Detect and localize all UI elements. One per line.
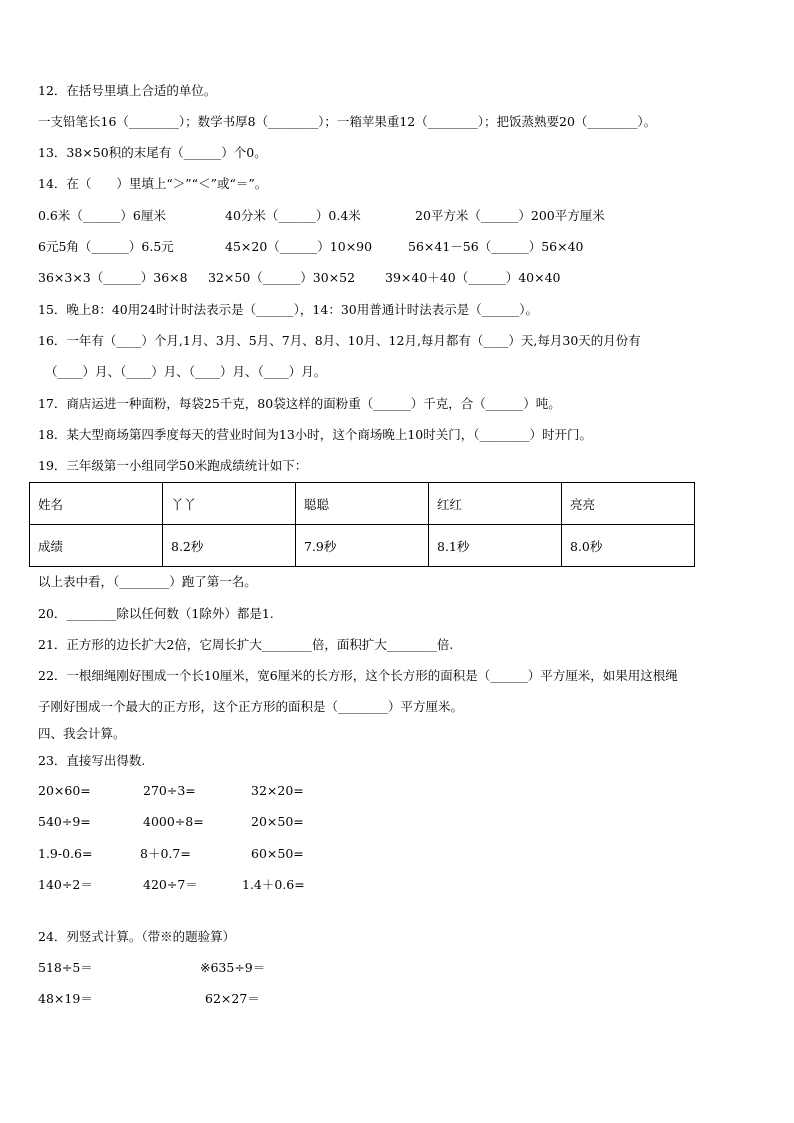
table-header-cell: 丫丫 (163, 483, 296, 525)
q14-item: 45×20（______）10×90 (225, 239, 373, 254)
q23-title: 23．直接写出得数. (38, 753, 146, 768)
q23-item: 20×50= (251, 814, 304, 829)
q14-item: 0.6米（______）6厘米 (38, 208, 166, 223)
q22-line2: 子刚好围成一个最大的正方形，这个正方形的面积是（________）平方厘米。 (38, 699, 464, 714)
q23-item: 540÷9= (38, 814, 91, 829)
q22-line1: 22．一根细绳刚好围成一个长10厘米，宽6厘米的长方形，这个长方形的面积是（______）平方厘米，如果用这根绳 (38, 668, 678, 683)
table-header-cell: 聪聪 (296, 483, 429, 525)
table-cell: 8.2秒 (163, 525, 296, 567)
table-cell: 8.1秒 (429, 525, 562, 567)
q23-item: 1.4＋0.6= (242, 877, 305, 892)
q14-item: 40分米（______）0.4米 (225, 208, 361, 223)
q23-item: 1.9-0.6= (38, 846, 93, 861)
q23-item: 420÷7＝ (143, 877, 198, 892)
q23-item: 140÷2＝ (38, 877, 93, 892)
q23-item: 60×50= (251, 846, 304, 861)
table-header-cell: 亮亮 (562, 483, 695, 525)
q23-item: 4000÷8= (143, 814, 204, 829)
q19-after: 以上表中看，（________）跑了第一名。 (38, 574, 257, 589)
q20-question: 20．________除以任何数（1除外）都是1. (38, 606, 274, 621)
score-table (29, 482, 695, 567)
q24-title: 24．列竖式计算。（带※的题验算） (38, 929, 236, 944)
q19-title: 19．三年级第一小组同学50米跑成绩统计如下： (38, 458, 308, 473)
q14-item: 39×40＋40（______）40×40 (385, 270, 561, 285)
q13-question: 13．38×50积的末尾有（______）个0。 (38, 145, 267, 160)
q14-item: 20平方米（______）200平方厘米 (415, 208, 605, 223)
q12-units-line: 一支铅笔长16（________）；数学书厚8（________）；一箱苹果重12（________）；把饭蒸熟要20（________）。 (38, 114, 657, 129)
q17-question: 17．商店运进一种面粉，每袋25千克，80袋这样的面粉重（______）千克，合（______）吨。 (38, 396, 561, 411)
q23-item: 20×60= (38, 783, 91, 798)
table-header-cell: 姓名 (30, 483, 163, 525)
q18-question: 18．某大型商场第四季度每天的营业时间为13小时，这个商场晚上10时关门，（________）时开门。 (38, 427, 592, 442)
q23-item: 32×20= (251, 783, 304, 798)
q16-line1: 16．一年有（____）个月,1月、3月、5月、7月、8月、10月、12月,每月都有（____）天,每月30天的月份有 (38, 333, 641, 348)
q12-title: 12．在括号里填上合适的单位。 (38, 83, 217, 98)
q15-question: 15．晚上8：40用24时计时法表示是（______），14：30用普通计时法表示是（______）。 (38, 302, 538, 317)
q23-item: 270÷3= (143, 783, 196, 798)
table-header-cell: 红红 (429, 483, 562, 525)
table-cell: 成绩 (30, 525, 163, 567)
q24-item: 48×19＝ (38, 991, 93, 1006)
q14-item: 56×41－56（______）56×40 (408, 239, 584, 254)
section-heading: 四、我会计算。 (38, 726, 126, 741)
q24-item: 62×27＝ (205, 991, 260, 1006)
q14-item: 36×3×3（______）36×8 (38, 270, 188, 285)
q14-item: 32×50（______）30×52 (208, 270, 356, 285)
table-cell: 7.9秒 (296, 525, 429, 567)
q24-item: ※635÷9＝ (200, 960, 266, 975)
q21-question: 21．正方形的边长扩大2倍，它周长扩大________倍，面积扩大________倍. (38, 637, 454, 652)
table-cell: 8.0秒 (562, 525, 695, 567)
q14-title: 14．在（ ）里填上“＞”“＜”或“＝”。 (38, 176, 268, 191)
q14-item: 6元5角（______）6.5元 (38, 239, 174, 254)
table-row (30, 483, 695, 525)
q23-item: 8＋0.7= (140, 846, 191, 861)
q16-line2: （____）月、（____）月、（____）月、（____）月。 (45, 364, 327, 379)
q24-item: 518÷5＝ (38, 960, 93, 975)
table-row (30, 525, 695, 567)
